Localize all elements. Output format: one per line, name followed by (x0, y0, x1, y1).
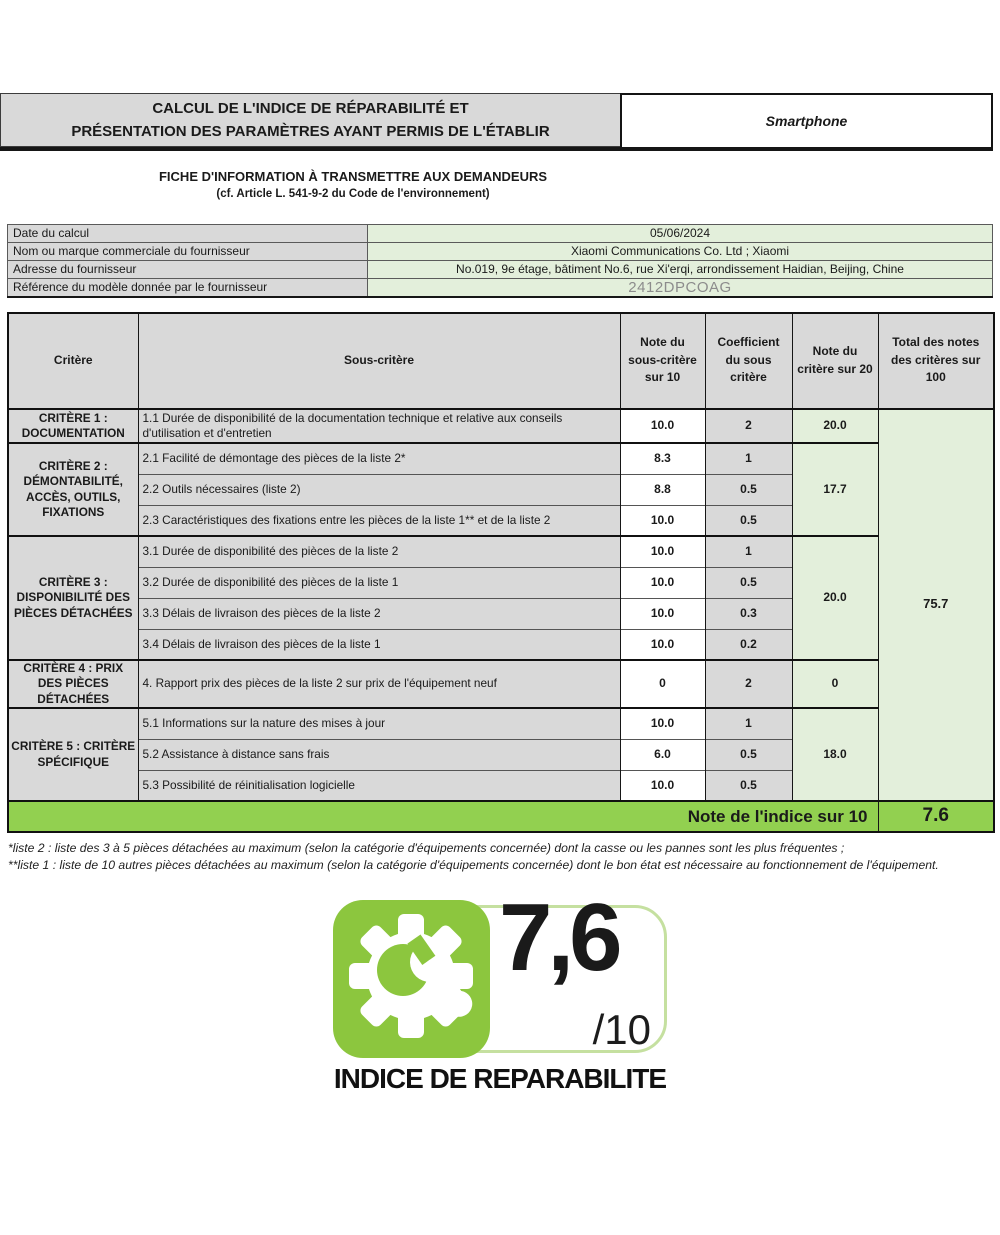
sub-criterion-5-1: 5.1 Informations sur la nature des mises à jour (138, 708, 620, 739)
supplier-info-table (7, 224, 993, 298)
gear-wrench-icon (333, 900, 490, 1058)
table-row (8, 242, 993, 260)
footnotes (8, 840, 983, 874)
coef-3-2: 0.5 (705, 567, 792, 598)
score20-criterion-1: 20.0 (792, 409, 878, 444)
coef-3-1: 1 (705, 536, 792, 567)
coef-5-2: 0.5 (705, 739, 792, 770)
note-5-2: 6.0 (620, 739, 705, 770)
repairability-badge (333, 884, 667, 1095)
col-header-note-critere-20: Note du critère sur 20 (792, 313, 878, 409)
criterion-5-cell: CRITÈRE 5 : CRITÈRE SPÉCIFIQUE (8, 708, 138, 801)
coef-5-1: 1 (705, 708, 792, 739)
col-header-critere: Critère (8, 313, 138, 409)
subtitle-line1: FICHE D'INFORMATION À TRANSMETTRE AUX DEMANDEURS (158, 168, 548, 184)
note-3-3: 10.0 (620, 598, 705, 629)
badge-score: 7,6 (499, 884, 618, 992)
col-header-sous-critere: Sous-critère (138, 313, 620, 409)
sub-criterion-3-2: 3.2 Durée de disponibilité des pièces de la liste 1 (138, 567, 620, 598)
subtitle-line2: (cf. Article L. 541-9-2 du Code de l'environnement) (216, 187, 490, 200)
info-label-supplier-address: Adresse du fournisseur (8, 260, 368, 278)
sub-criterion-5-3: 5.3 Possibilité de réinitialisation logicielle (138, 770, 620, 801)
note-2-3: 10.0 (620, 505, 705, 536)
footnote-liste-2: *liste 2 : liste des 3 à 5 pièces détachées au maximum (selon la catégorie d'équipements concernée) dont la casse ou les pannes sont les plus fréquentes ; (8, 841, 845, 856)
table-row (8, 224, 993, 242)
note-4: 0 (620, 660, 705, 708)
table-row (8, 278, 993, 297)
criterion-2-cell: CRITÈRE 2 : DÉMONTABILITÉ, ACCÈS, OUTILS, FIXATIONS (8, 443, 138, 536)
index-score-row (8, 801, 994, 832)
sub-criterion-4: 4. Rapport prix des pièces de la liste 2 sur prix de l'équipement neuf (138, 660, 620, 708)
badge-denominator: /10 (592, 1006, 651, 1054)
sub-criterion-3-3: 3.3 Délais de livraison des pièces de la liste 2 (138, 598, 620, 629)
table-row (8, 660, 994, 708)
sub-criterion-2-3: 2.3 Caractéristiques des fixations entre les pièces de la liste 1** et de la liste 2 (138, 505, 620, 536)
note-5-1: 10.0 (620, 708, 705, 739)
footnote-liste-1: **liste 1 : liste de 10 autres pièces détachées au maximum (selon la catégorie d'équipements concernée) dont le bon état est nécessaire au fonctionnement de l'équipement. (8, 858, 939, 873)
coef-3-4: 0.2 (705, 629, 792, 660)
sub-criterion-2-2: 2.2 Outils nécessaires (liste 2) (138, 474, 620, 505)
note-1-1: 10.0 (620, 409, 705, 444)
note-3-1: 10.0 (620, 536, 705, 567)
col-header-note-sous-critere: Note du sous-critère sur 10 (620, 313, 705, 409)
document-title (0, 93, 620, 147)
criterion-4-cell: CRITÈRE 4 : PRIX DES PIÈCES DÉTACHÉES (8, 660, 138, 708)
sub-criterion-1-1: 1.1 Durée de disponibilité de la documentation technique et relative aux conseils d'utilisation et d'entretien (138, 409, 620, 444)
badge-caption: INDICE DE REPARABILITE (333, 1063, 667, 1095)
table-row (8, 260, 993, 278)
score20-criterion-5: 18.0 (792, 708, 878, 801)
coef-4: 2 (705, 660, 792, 708)
document-subtitle (0, 169, 706, 200)
criterion-3-cell: CRITÈRE 3 : DISPONIBILITÉ DES PIÈCES DÉTACHÉES (8, 536, 138, 660)
note-5-3: 10.0 (620, 770, 705, 801)
product-category-box (620, 93, 993, 147)
document-header (0, 93, 993, 147)
table-row (8, 708, 994, 739)
note-3-2: 10.0 (620, 567, 705, 598)
header-divider (0, 147, 993, 151)
coef-3-3: 0.3 (705, 598, 792, 629)
sub-criterion-2-1: 2.1 Facilité de démontage des pièces de la liste 2* (138, 443, 620, 474)
coef-1-1: 2 (705, 409, 792, 444)
coef-2-1: 1 (705, 443, 792, 474)
info-value-supplier-name: Xiaomi Communications Co. Ltd ; Xiaomi (368, 242, 993, 260)
sub-criterion-3-4: 3.4 Délais de livraison des pièces de la liste 1 (138, 629, 620, 660)
sub-criterion-3-1: 3.1 Durée de disponibilité des pièces de la liste 2 (138, 536, 620, 567)
product-category: Smartphone (765, 112, 848, 129)
score20-criterion-4: 0 (792, 660, 878, 708)
document-title-line1: CALCUL DE L'INDICE DE RÉPARABILITÉ ET (152, 100, 469, 117)
badge-graphic (333, 884, 667, 1058)
info-value-supplier-address: No.019, 9e étage, bâtiment No.6, rue Xi'erqi, arrondissement Haidian, Beijing, Chine (368, 260, 993, 278)
score20-criterion-2: 17.7 (792, 443, 878, 536)
criteria-table-header-row (8, 313, 994, 409)
info-value-date: 05/06/2024 (368, 224, 993, 242)
note-2-1: 8.3 (620, 443, 705, 474)
info-label-date: Date du calcul (8, 224, 368, 242)
table-row (8, 409, 994, 444)
total-100-cell: 75.7 (878, 409, 994, 802)
score20-criterion-3: 20.0 (792, 536, 878, 660)
document-title-line2: PRÉSENTATION DES PARAMÈTRES AYANT PERMIS DE L'ÉTABLIR (71, 123, 550, 141)
sub-criterion-5-2: 5.2 Assistance à distance sans frais (138, 739, 620, 770)
coef-2-2: 0.5 (705, 474, 792, 505)
info-label-supplier-name: Nom ou marque commerciale du fournisseur (8, 242, 368, 260)
criterion-1-cell: CRITÈRE 1 : DOCUMENTATION (8, 409, 138, 444)
coef-2-3: 0.5 (705, 505, 792, 536)
coef-5-3: 0.5 (705, 770, 792, 801)
col-header-total-100: Total des notes des critères sur 100 (878, 313, 994, 409)
index-score-label: Note de l'indice sur 10 (8, 801, 878, 832)
table-row (8, 443, 994, 474)
table-row (8, 536, 994, 567)
criteria-table (7, 312, 995, 834)
info-label-model-reference: Référence du modèle donnée par le fournisseur (8, 278, 368, 297)
note-2-2: 8.8 (620, 474, 705, 505)
note-3-4: 10.0 (620, 629, 705, 660)
info-value-model-reference: 2412DPCOAG (368, 278, 993, 297)
col-header-coefficient: Coefficient du sous critère (705, 313, 792, 409)
index-score-value: 7.6 (878, 801, 994, 832)
